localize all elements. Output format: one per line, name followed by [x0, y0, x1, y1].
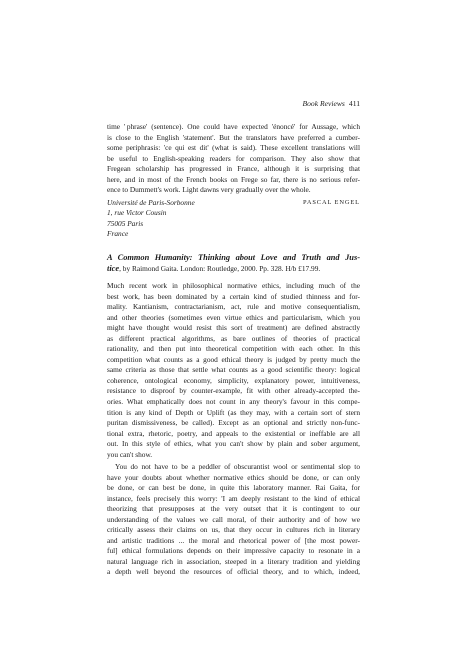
- text-line: understanding of the values we call moral, of their authority and of how we: [107, 514, 360, 524]
- text-line: some periphrasis: 'ce qui est dit' (what is said). These excellent translations will: [107, 143, 360, 153]
- running-head-title: Book Reviews: [302, 99, 345, 108]
- text-line: coherence, ontological economy, simplicity, explanatory power, intuitiveness,: [107, 375, 360, 385]
- text-line: Much recent work in philosophical normative ethics, including much of the: [107, 281, 360, 290]
- book-citation: [107, 263, 360, 274]
- text-line: You do not have to be a peddler of obscurantist wool or sentimental slop to: [115, 462, 360, 471]
- text-line: theorizing that presupposes at the very outset that it is contingent to our: [107, 504, 360, 514]
- text-line: critically assess their claims on us, that they occur in cultures rich in literary: [107, 525, 360, 535]
- text-line: mality. Kantianism, contractarianism, act, rule and motive consequentialism,: [107, 302, 360, 312]
- text-line: ories. What emphatically does not count in any theory's favour in this compe-: [107, 397, 360, 407]
- text-line: is close to the English 'statement'. But the translators have preferred a cumber-: [107, 132, 360, 142]
- top-paragraph: [107, 122, 360, 196]
- text-line: best work, has been dominated by a certain kind of studied thinness and for-: [107, 291, 360, 301]
- book-details: , by Raimond Gaita. London: Routledge, 2000. Pp. 328. H/b £17.99.: [119, 264, 321, 273]
- text-line: you can't show.: [107, 449, 153, 459]
- text-line: time ' phrase' (sentence). One could have expected 'énoncé' for Aussage, which: [107, 122, 360, 131]
- text-line: competition what counts as a good ethical theory is judged by pretty much the: [107, 354, 360, 364]
- book-title-end: tice: [107, 264, 120, 273]
- text-line: here, and in most of the French books on Frege so far, there is no serious refer-: [107, 174, 360, 184]
- text-line: be useful to English-speaking readers for comparison. They also show that: [107, 153, 360, 163]
- address-line: France: [107, 229, 129, 239]
- text-line: Fregean scholarship has progressed in France, although it is surprising that: [107, 164, 360, 174]
- text-line: and other theories (sometimes even virtue ethics and particularism, which you: [107, 312, 360, 322]
- book-title: A Common Humanity: Thinking about Love and Truth and Jus-: [107, 253, 360, 262]
- text-line: ence to Dummett's work. Light dawns very gradually over the whole.: [107, 185, 311, 195]
- text-line: and artistic traditions ... the moral and rhetorical power of [the most power-: [107, 535, 360, 545]
- text-line: a depth well beyond the resources of official theory, and to which, indeed,: [107, 567, 360, 577]
- address-line: 1, rue Victor Cousin: [107, 208, 167, 218]
- text-line: puritan dismissiveness, be called). Except as an optional and strictly non-func-: [107, 418, 360, 428]
- text-line: tition is any kind of Depth or Uplift (as they may, with a certain sort of stern: [107, 407, 360, 417]
- text-line: resistance to disproof by counter-example, fit with other already-accepted the-: [107, 386, 360, 396]
- text-line: same criteria as those that settle what counts as a good scientific theory: logical: [107, 365, 360, 375]
- text-line: as different practical algorithms, as bare outlines of theories of practical: [107, 333, 360, 343]
- running-head: [107, 99, 360, 108]
- text-line: might have thought would resist this sort of treatment) are defined abstractly: [107, 323, 360, 333]
- reviewer-name: PASCAL ENGEL: [302, 199, 360, 206]
- text-line: natural language rich in association, steeped in a literary tradition and yielding: [107, 556, 360, 566]
- text-line: ful] ethical formulations depends on their impressive capacity to resonate in a: [107, 546, 360, 556]
- body-paragraph-2: [107, 462, 360, 578]
- text-line: rationality, and then put into theoretical competition with each other. In this: [107, 344, 360, 354]
- page-number: 411: [348, 99, 360, 108]
- text-line: out. In this style of ethics, what you can't show by plain and sober argument,: [107, 439, 360, 449]
- text-line: be done, or can best be done, in quite this laboratory manner. Rai Gaita, for: [107, 483, 360, 493]
- address-line: Université de Paris-Sorbonne: [107, 198, 195, 207]
- text-line: tional extra, rhetoric, poetry, and appeals to the existential or ineffable are all: [107, 428, 360, 438]
- body-paragraph-1: [107, 281, 360, 460]
- review-heading: [107, 252, 360, 274]
- journal-page: [107, 0, 360, 670]
- text-line: instance, feels precisely this worry: 'I am deeply resistant to the kind of ethical: [107, 493, 360, 503]
- text-line: have your doubts about whether normative ethics should be done, or can only: [107, 472, 360, 482]
- address-line: 75005 Paris: [107, 218, 144, 228]
